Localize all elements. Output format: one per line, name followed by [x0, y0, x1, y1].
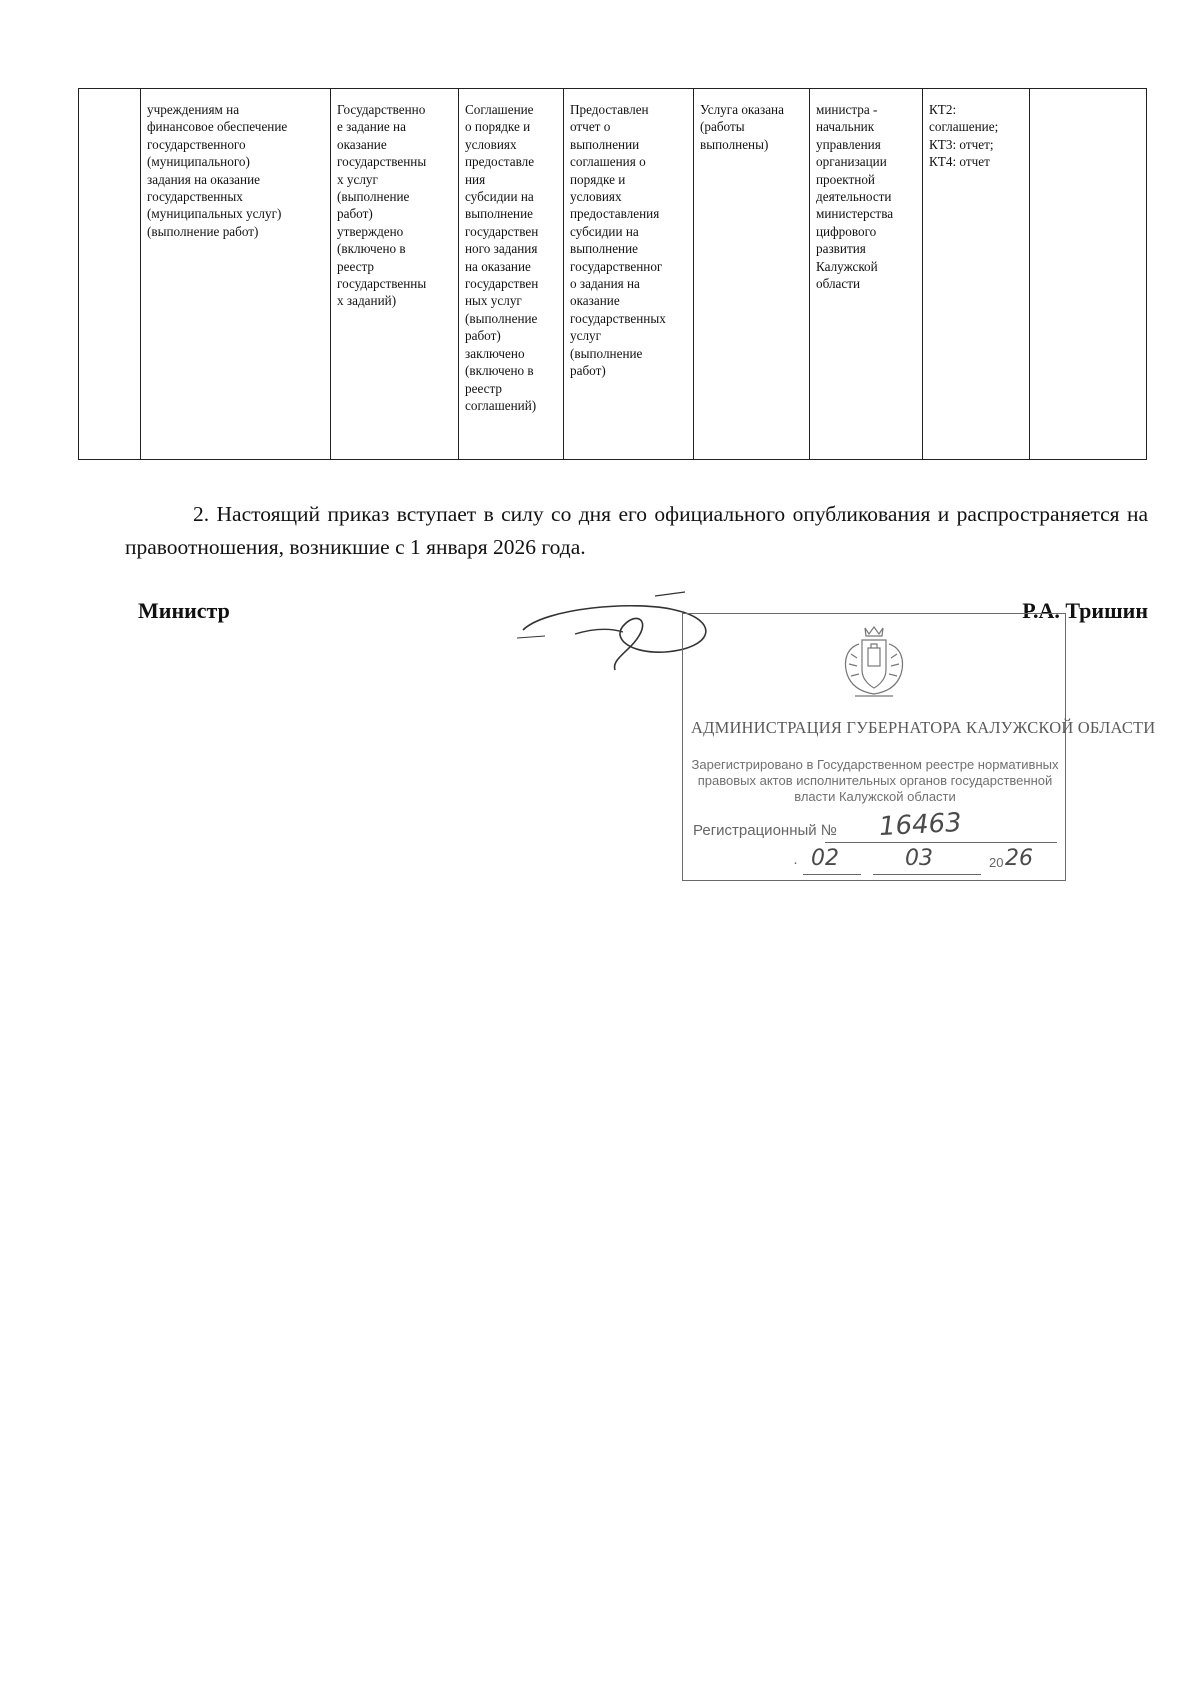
measures-table	[78, 88, 1147, 460]
stamp-date-month: 03	[905, 846, 933, 871]
stamp-registration-line	[825, 842, 1057, 843]
stamp-registration-label: Регистрационный №	[693, 822, 837, 839]
signatory-name: Р.А. Тришин	[1022, 598, 1148, 623]
stamp-date-dot: ·	[793, 854, 798, 871]
table-cell-control-point-1: Государственно е задание на оказание государственны х услуг (выполнение работ) утверждено (включено в реестр государственны х заданий)	[331, 89, 459, 460]
coat-of-arms-icon	[835, 624, 913, 700]
table-cell-event: учреждениям на финансовое обеспечение государственного (муниципального) задания на оказание государственных (муниципальных услуг) (выполнение работ)	[141, 89, 331, 460]
registration-stamp	[682, 613, 1156, 881]
table-cell-empty	[1030, 89, 1147, 460]
stamp-organization: АДМИНИСТРАЦИЯ ГУБЕРНАТОРА КАЛУЖСКОЙ ОБЛАСТИ	[691, 718, 1156, 737]
stamp-date-day: 02	[811, 846, 839, 871]
table-cell-responsible: министра - начальник управления организации проектной деятельности министерства цифрового развития Калужской области	[810, 89, 923, 460]
stamp-date-year-suffix: 26	[1005, 846, 1033, 871]
table-cell-control-point-2: Соглашение о порядке и условиях предоставле ния субсидии на выполнение государствен ного задания на оказание государствен ных услуг (выполнение работ) заключено (включено в реестр соглашений)	[459, 89, 564, 460]
stamp-date	[793, 846, 1053, 878]
table-cell-documents: КТ2: соглашение; КТ3: отчет; КТ4: отчет	[923, 89, 1030, 460]
stamp-date-month-line	[873, 874, 981, 875]
stamp-date-year-prefix: 20	[989, 855, 1004, 870]
table-cell-control-point-4: Услуга оказана (работы выполнены)	[694, 89, 810, 460]
paragraph-number: 2.	[193, 501, 210, 526]
stamp-date-day-line	[803, 874, 861, 875]
table-cell-control-point-3: Предоставлен отчет о выполнении соглашения о порядке и условиях предоставления субсидии на выполнение государственног о задания на оказание государственных услуг (выполнение работ)	[564, 89, 694, 460]
signatory-title: Министр	[138, 598, 230, 623]
paragraph-effective-date	[125, 498, 1148, 564]
paragraph-text: Настоящий приказ вступает в силу со дня его официального опубликования и распространяется на правоотношения, возникшие с 1 января 2026 года.	[125, 501, 1148, 559]
table-cell-number	[79, 89, 141, 460]
table-row	[79, 89, 1147, 460]
stamp-registration-number: 16463	[878, 807, 963, 843]
stamp-registered-text: Зарегистрировано в Государственном реестре нормативных правовых актов исполнительных органов государственной власти Калужской области	[691, 757, 1059, 804]
